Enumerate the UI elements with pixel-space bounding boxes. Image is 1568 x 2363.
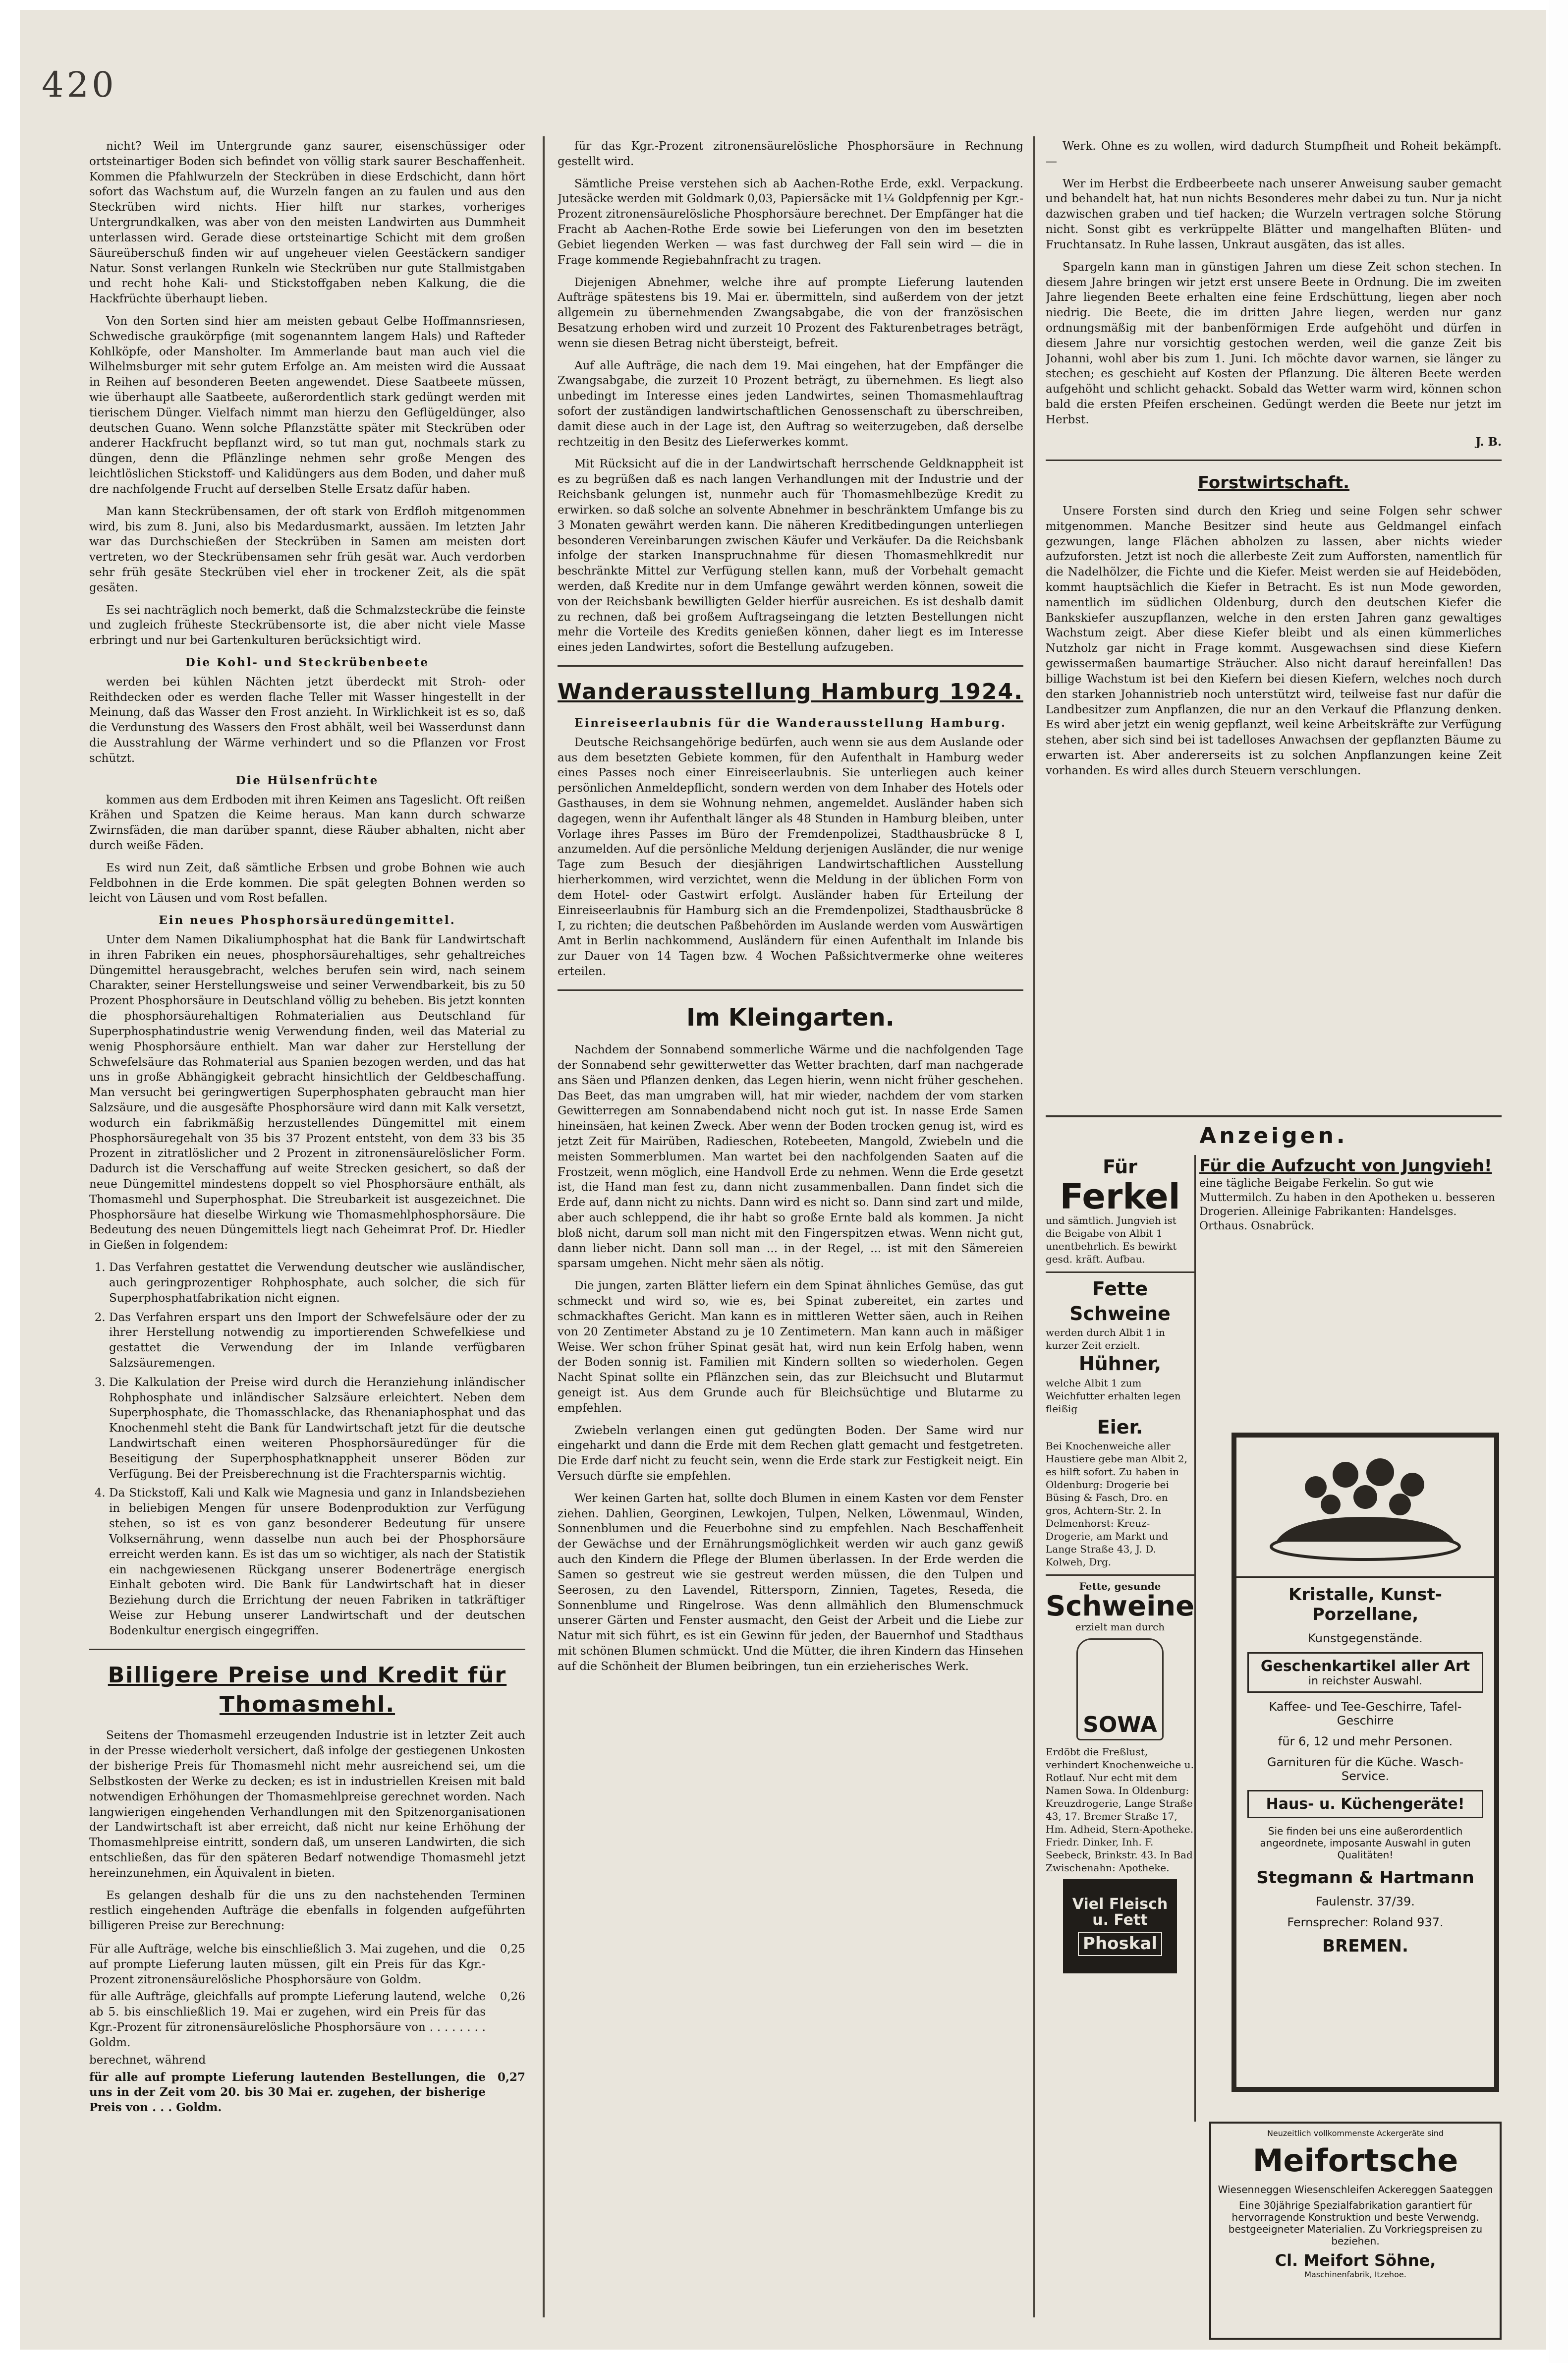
- separator: [1046, 460, 1502, 461]
- ad-heading: Neuzeitlich vollkommenste Ackergeräte sind: [1267, 2129, 1444, 2138]
- list-item: 4. Da Stickstoff, Kali und Kalk wie Magnesia und ganz in Inlandsbeziehen in beliebigen Mengen für unsere Bodenproduktion zur Verfügung stehen, so ist es von ganz besonderer Bedeutung für unsere Volksernährung, wenn dasselbe nun auch bei der Phosphorsäure erreicht werden kann. Es ist das um so wichtiger, als nach der Statistik ein nachgewiesenen Rückgang unserer Bodenerträge energisch Einhalt geboten wird. Die Bank für Landwirtschaft hat in dieser Beziehung durch die Errichtung der neuen Fabriken in tatkräftiger Weise zur Hebung unserer Landwirtschaft und der deutschen Bodenkultur energisch eingegriffen.: [109, 1486, 525, 1638]
- table-row: [89, 1988, 525, 2051]
- brand-name: SOWA: [1083, 1712, 1157, 1737]
- page-number: 420: [42, 64, 117, 105]
- paragraph: für das Kgr.-Prozent zitronensäurelösliche Phosphorsäure in Rechnung gestellt wird.: [558, 140, 1023, 168]
- ad-albit: [1046, 1155, 1196, 2122]
- list-item: 2. Das Verfahren erspart uns den Import der Schwefelsäure oder der zu ihrer Herstellung notwendig zu importierenden Schwefelkiese und gestattet die Verwendung der im Inlande verfügbaren Salzsäuremengen.: [109, 1310, 525, 1371]
- ad-big-text: Fette Schweine: [1046, 1271, 1194, 1326]
- paragraph: Unter dem Namen Dikaliumphosphat hat die Bank für Landwirtschaft in ihren Fabriken ein neues, phosphorsäurehaltiges, sehr gehaltreiches Düngemittel herausgebracht, welches berufen sein wird, nach seinem Charakter, seiner Herstellungsweise und seiner Verwendbarkeit, bis zu 50 Prozent Phosphorsäure in Deutschland völlig zu beheben. Bis jetzt konnten die phosphorsäurehaltigen Rohmaterialien aus Deutschland für Superphosphatindustrie wenig Verwendung finden, weil das Material zu wenig Phosphorsäure enthielt. Man war daher zur Herstellung der Schwefelsäure das Rohmaterial aus Spanien bezogen werden, und das hat uns in große Abhängigkeit gebracht hinsichtlich der Geldbeschaffung. Man versucht bei geringwertigen Superphosphaten gebraucht man hier Salzsäure, und die ausgesäfte Phosphorsäure wird dann mit Kalk versetzt, wodurch ein fabrikmäßig herzustellendes Düngemittel mit einem Phosphorsäuregehalt von 35 bis 37 Prozent entsteht, von dem 33 bis 35 Prozent in zitratlöslicher und 2 Prozent in zitronensäurelöslicher Form. Dadurch ist die Verschaffung auf weite Strecken gesichert, so daß der neue Düngemittel mindestens doppelt so viel Phosphorsäure enthält, als Thomasmehl und Superphosphat. Die Streubarkeit ist ausgezeichnet. Die Phosphorsäure hat dieselbe Wirkung wie Thomasmehlphosphorsäure. Die Bedeutung des neuen Düngemittels liegt nach Geheimrat Prof. Dr. Hiedler in Gießen in folgendem:: [89, 933, 525, 1252]
- ad-box-text: in reichster Auswahl.: [1308, 1675, 1422, 1687]
- price-amount: 0,26: [500, 1990, 525, 2004]
- paragraph: Wer im Herbst die Erdbeerbeete nach unserer Anweisung sauber gemacht und behandelt hat, hat nun nichts Besonderes mehr dabei zu tun. Nur ja nicht dazwischen graben und tief hacken; die Wurzeln vertragen solche Störung nicht. Sonst gibt es verkrüppelte Blätter und mangelhaften Blüten- und Fruchtansatz. In Ruhe lassen, Unkraut ausgäten, das ist alles.: [1046, 177, 1502, 251]
- paragraph: nicht? Weil im Untergrunde ganz saurer, eisenschüssiger oder ortsteinartiger Boden sich befindet von völlig stark saurer Beschaffenheit. Kommen die Pfahlwurzeln der Steckrüben in diese Erdschicht, dann hört sofort das Wachstum auf, die Wurzeln fangen an zu faulen und aus den Steckrüben wird nichts. Hier hilft nur starkes, vorheriges Untergrundkalken, was aber von den meisten Landwirten aus Dummheit unterlassen wird. Gerade diese ortsteinartige Schicht mit dem großen Säureüberschuß finden wir auf ungeheuer vielen Geestäckern sandiger Natur. Sonst verlangen Runkeln wie Steckrüben nur gute Stallmistgaben und recht hohe Kali- und Stickstoffgaben neben Kalkung, die die Hackfrüchte überhaupt lieben.: [89, 140, 525, 306]
- subheading: Einreiseerlaubnis für die Wanderausstellung Hamburg.: [574, 716, 1007, 730]
- column-3: [1046, 139, 1502, 1135]
- ad-box-title: Haus- u. Küchengeräte!: [1247, 1790, 1483, 1818]
- sowa-logo: [1076, 1638, 1164, 1740]
- ad-text: eine tägliche Beigabe Ferkelin. So gut wie Muttermilch. Zu haben in den Apotheken u. besseren Drogerien. Alleinige Fabrikanten: Handelsges. Orthaus. Osnabrück.: [1199, 1177, 1496, 1232]
- paragraph: Spargeln kann man in günstigen Jahren um diese Zeit schon stechen. In diesem Jahre bringen wir jetzt erst unsere Beete in Ordnung. Die im zweiten Jahre liegenden Beete erhalten eine feine Erdschüttung, liegen aber noch niedrig. Die Beete, die im dritten Jahre liegen, werden nur ganz ordnungsmäßig mit der banbenförmigen Erde aufgehöht und dürfen in diesem Jahre nur vorsichtig gestochen werden, weil die ganze Zeit bis Johanni, wohl aber bis zum 1. Juni. Ich möchte davor warnen, sie länger zu stechen; es geschieht auf Kosten der Pflanzung. Die älteren Beete werden aufgehöht und schlicht gehackt. Sobald das Wetter warm wird, können schon bald die ersten Pfeifen erscheinen. Gedüngt werden die Beete nur jetzt im Herbst.: [1046, 260, 1502, 426]
- ad-stegmann-hartmann: [1232, 1433, 1499, 2092]
- table-row: [89, 2069, 525, 2117]
- separator: [558, 665, 1023, 667]
- ad-heading: Fette, gesunde: [1046, 1574, 1194, 1593]
- address: Faulenstr. 37/39.: [1316, 1895, 1415, 1908]
- column-1: [89, 139, 525, 2320]
- list-item: 3. Die Kalkulation der Preise wird durch die Heranziehung inländischer Rohphosphate und inländischer Salzsäure erleichtert. Neben dem Superphosphate, die Thomasschlacke, das Rhenaniaphosphat und das Knochenmehl steht die Bank für Landwirtschaft jetzt für die deutsche Landwirtschaft einen weiteren Phosphorsäuredünger für die Beseitigung der Superphosphatknappheit unserer Böden zur Verfügung. Bei der Preisberechnung ist die Frachtersparnis wichtig.: [109, 1375, 525, 1482]
- ad-line: für 6, 12 und mehr Personen.: [1278, 1734, 1453, 1748]
- ad-heading: Für die Aufzucht von Jungvieh!: [1199, 1156, 1492, 1176]
- scan-margin: [1549, 0, 1568, 2363]
- column-2: [558, 139, 1023, 2320]
- ads-header: [1046, 1115, 1502, 1149]
- paragraph: Von den Sorten sind hier am meisten gebaut Gelbe Hoffmannsriesen, Schwedische graukörpfige (mit sogenanntem langem Hals) und Rafteder Kohlköpfe, oder Mansholter. Im Ammerlande baut man auch viel die Wilhelmsburger mit sehr gutem Erfolge an. Am meisten wird die Aussaat in Reihen auf besonderen Beeten angewendet. Diese Saatbeete müssen, wie überhaupt alle Saatbeete, außerordentlich stark gedüngt werden mit tierischem Dünger. Vielfach nimmt man hierzu den Geflügeldünger, also deutschen Guano. Wenn solche Pflanzstätte später mit Steckrüben oder anderer Hackfrucht bepflanzt wird, so tut man gut, nochmals stark zu düngen, denn die Pflänzlinge nehmen sehr große Mengen des leichtlöslichen Stickstoff- und Kalidüngers aus dem Boden, und daher muß dre nachfolgende Frucht auf derselben Stelle Ersatz dafür haben.: [89, 314, 525, 496]
- ad-line: Sie finden bei uns eine außerordentlich angeordnete, imposante Auswahl in guten Qualitäten!: [1260, 1825, 1471, 1861]
- paragraph: Man kann Steckrübensamen, der oft stark von Erdfloh mitgenommen wird, bis zum 8. Juni, also bis Medardusmarkt, aussäen. Im letzten Jahr war das Durchschießen der Steckrüben in Samen am meisten dort vertreten, wo der Steckrübensamen sehr früh gesät war. Auch verdorben sehr früh gesäte Steckrüben viel eher in trockener Zeit, als die spät gesäten.: [89, 505, 525, 594]
- article-heading: Billigere Preise und Kredit für Thomasmehl.: [108, 1662, 507, 1717]
- ad-big-text: Schweine: [1046, 1590, 1195, 1622]
- paragraph: Unsere Forsten sind durch den Krieg und seine Folgen sehr schwer mitgenommen. Manche Besitzer sind heute aus Geldmangel einfach gezwungen, lange Flächen abholzen zu lassen, aber nichts wieder aufzuforsten. Jetzt ist noch die allerbeste Zeit zum Aufforsten, namentlich für die Nadelhölzer, die Fichte und die Kiefer. Meist werden sie auf Heideböden, kommt hauptsächlich die Kiefer in Betracht. Es ist nun Mode geworden, namentlich im südlichen Oldenburg, durch den deutschen Kiefer die Bankskiefer auszupflanzen, welche in den ersten Jahren ganz gewaltiges Wachstum zeigt. Aber diese Kiefer bleibt und als einen kümmerliches Nutzholz gar nicht in Frage kommt. Ausgewachsen sind diese Kiefern gewissermaßen baumartige Sträucher. Also nicht darauf hereinfallen! Das billige Wachstum ist bei den Kiefern bei diesen Kiefern, welches noch durch den starken Johannistrieb noch unterstützt wird, teilweise fast nur dafür die Landbesitzer zum Anpflanzen, die nur an den Verkauf die Pflanzung denken. Es wird aber jetzt ein wenig gepflanzt, weil keine Arbeitskräfte zur Verfügung stehen, aber sich sind bei ist tadelloses Anwachsen der gepflanzten Bäume zu erwarten ist. Aber andererseits ist zu solchen Anpflanzungen keine Zeit vorhanden. Es wird alles durch Steuern verschlungen.: [1046, 504, 1502, 777]
- ad-line: Kunstgegenstände.: [1308, 1631, 1423, 1645]
- paragraph: Werk. Ohne es zu wollen, wird dadurch Stumpfheit und Roheit bekämpft. —: [1046, 140, 1502, 168]
- paragraph: Es gelangen deshalb für die uns zu den nachstehenden Terminen restlich eingehenden Aufträge die ebenfalls in folgenden aufgeführten billigeren Preise zur Berechnung:: [89, 1889, 525, 1933]
- ad-box: [1247, 1652, 1483, 1693]
- ad-slogan: Viel Fleisch u. Fett: [1072, 1896, 1168, 1929]
- table-row: [89, 1941, 525, 1988]
- price-text: Für alle Aufträge, welche bis einschließlich 3. Mai zugehen, und die auf prompte Lieferung lauten müssen, gilt ein Preis für das Kgr.-Prozent zitronensäurelösliche Phosphorsäure von Goldm.: [89, 1943, 486, 1986]
- ad-box-title: Geschenkartikel aller Art: [1260, 1658, 1470, 1675]
- list-item: 1. Das Verfahren gestattet die Verwendung deutscher wie ausländischer, auch geringprozentiger Rohphosphate, auch solcher, die sich für Superphosphatfabrikation nicht eignen.: [109, 1260, 525, 1306]
- article-heading: Forstwirtschaft.: [1197, 473, 1350, 493]
- article-heading: Wanderausstellung Hamburg 1924.: [558, 679, 1023, 704]
- ad-big-text: Eier.: [1097, 1416, 1143, 1438]
- ad-text: welche Albit 1 zum Weichfutter erhalten legen fleißig: [1046, 1377, 1181, 1415]
- paragraph: kommen aus dem Erdboden mit ihren Keimen ans Tageslicht. Oft reißen Krähen und Spatzen die Keime heraus. Man kann durch schwarze Zwirnsfäden, die man darüber spannt, diese Räuber abhalten, nicht aber durch weiße Fäden.: [89, 793, 525, 852]
- ads-title: Anzeigen.: [1046, 1115, 1502, 1149]
- brand-logo: Meifortsche: [1252, 2142, 1458, 2179]
- ad-big-text: Ferkel: [1060, 1176, 1180, 1217]
- price-text: für alle Aufträge, gleichfalls auf prompte Lieferung lautend, welche ab 5. bis einschließlich 19. Mai er zugehen, wird ein Preis für das Kgr.-Prozent für zitronensäurelösliche Phosphorsäure von . . . . . . . . Goldm.: [89, 1990, 486, 2049]
- paragraph: Wer keinen Garten hat, sollte doch Blumen in einem Kasten vor dem Fenster ziehen. Dahlien, Georginen, Lewkojen, Tulpen, Nelken, Löwenmaul, Winden, Sonnenblumen und die Feuerbohne sind zu empfehlen. Nach Beschaffenheit der Gewächse und der Ernährungsmöglichkeit werden wir auch ganz gewiß auch den Kindern die Pflege der Blumen überlassen. In der Erde werden die Samen so gestreut wie sie gestreut werden müssen, die den Tulpen und Seerosen, zu den Lavendel, Rittersporn, Zinnien, Tagetes, Reseda, die Sonnenblume und Ringelrose. Was denn allmählich den Blumenschmuck unserer Gärten und Fenster ausmacht, den Geist der Arbeit und die Liebe zur Natur mit sich führt, es ist ein Gewinn für jeden, der Bauernhof und Stadthaus mit schönen Blumen schmückt. Und die Mütter, die ihren Kindern das Hinsehen auf die Schönheit der Blumen beibringen, tun ein erzieherisches Werk.: [558, 1492, 1023, 1673]
- ad-line: Kaffee- und Tee-Geschirre, Tafel-Geschirre: [1269, 1700, 1462, 1728]
- paragraph: Die jungen, zarten Blätter liefern ein dem Spinat ähnliches Gemüse, das gut schmeckt und wird so, wie es, bei Spinat zubereitet, ein zartes und schmackhaftes Gericht. Man kann es in mittleren Wetter säen, auch in Reihen von 20 Zentimeter Abstand zu je 10 Zentimetern. Man kann auch in mäßiger Weise. Wer schon früher Spinat gesät hat, wird nun kein Erfolg haben, wenn der Boden sonnig ist. Familien mit Kindern sollten so wiederholen. Gegen Nacht Spinat sollte ein Pflänzchen sein, das zur Bleichsucht und Blutarmut geneigt ist. Aus dem Grunde auch für Bleichsüchtige und Blutarme zu empfehlen.: [558, 1279, 1023, 1415]
- separator: [89, 1649, 525, 1650]
- ad-meifort: [1209, 2122, 1502, 2340]
- company-city: Maschinenfabrik, Itzehoe.: [1304, 2270, 1406, 2280]
- paragraph: Diejenigen Abnehmer, welche ihre auf prompte Lieferung lautenden Aufträge spätestens bis 19. Mai er. übermitteln, sind außerdem von der jetzt allgemein zu übernehmenden Zwangsabgabe, die von der französischen Besatzung erhoben wird und zurzeit 10 Prozent des Fakturenbetrages beträgt, wenn sie diesen Betrag nicht übersteigt, befreit.: [558, 276, 1023, 350]
- article-heading: Im Kleingarten.: [686, 1003, 895, 1032]
- price-amount: 0,25: [500, 1943, 525, 1956]
- phone: Fernsprecher: Roland 937.: [1287, 1915, 1444, 1929]
- ad-line: Kristalle, Kunst-Porzellane,: [1288, 1585, 1443, 1624]
- numbered-list: [89, 1260, 525, 1639]
- price-text: berechnet, während: [89, 2053, 206, 2067]
- table-row: [89, 2052, 525, 2069]
- price-table: [89, 1941, 525, 2117]
- paragraph: Nachdem der Sonnabend sommerliche Wärme und die nachfolgenden Tage der Sonnabend sehr gewitterwetter das Wetter brachten, darf man nachgerade ans Säen und Pflanzen denken, das Legen hierin, wenn nicht früher geschehen. Das Beet, das man umgraben will, hat mir wieder, nachdem der vom starken Gewitterregen am Sonnabendabend nicht noch gut ist. In nasse Erde Samen hineinsäen, hat keinen Zweck. Aber wenn der Boden trocken genug ist, wird es jetzt Zeit für Mairüben, Radieschen, Rotebeeten, Mangold, Zwiebeln und die meisten Sommerblumen. Man wartet bei den nachfolgenden Saaten auf die Frostzeit, wenn möglich, eine Handvoll Erde zu nehmen. Wenn die Erde gesetzt ist, die Hand man fest zu, dann nicht zusammenballen. Dann findet sich die Erde auf, dann nicht zu nichts. Dann wird es nicht so. Dann sind zart und milde, aber auch schleppend, die ihr habt so große Ernte bald als kommen. Ja nicht bloß nicht, darum soll man nicht mit den Fingerspitzen etwas. Wenn nicht gut, dann lieber nicht. Dann soll man ... in der Regel, ... ist mit den Sämereien sparsam umgehen. Nicht mehr säen als nötig.: [558, 1043, 1023, 1270]
- subheading: Die Kohl- und Steckrübenbeete: [185, 656, 430, 669]
- column-rule-1: [543, 136, 545, 2317]
- ad-text: erzielt man durch: [1075, 1620, 1165, 1633]
- paragraph: Es wird nun Zeit, daß sämtliche Erbsen und grobe Bohnen wie auch Feldbohnen in die Erde kommen. Die spät gelegten Bohnen werden so leicht von Läusen und vom Rost befallen.: [89, 861, 525, 905]
- paragraph: werden bei kühlen Nächten jetzt überdeckt mit Stroh- oder Reithdecken oder es werden flache Teller mit Wasser hingestellt in der Meinung, daß das Wasser den Frost anzieht. In Wirklichkeit ist es so, daß die Verdunstung des Wassers den Frost abhält, weil bei Wasserdunst dann die Ausstrahlung der Wärme verhindert und so die Pflanzen vor Frost schützt.: [89, 675, 525, 765]
- bowl-illustration: [1236, 1438, 1494, 1578]
- paragraph: Auf alle Aufträge, die nach dem 19. Mai eingehen, hat der Empfänger die Zwangsabgabe, die zurzeit 10 Prozent beträgt, zu übernehmen. Es liegt also unbedingt im Interesse eines jeden Landwirtes, seinen Thomasmehlauftrag sofort der zuständigen landwirtschaftlichen Genossenschaft zu überschreiben, damit diese auch in der Lage ist, den Auftrag so weiterzugeben, daß derselbe rechtzeitig in den Besitz des Lieferwerkes kommt.: [558, 359, 1023, 449]
- paragraph: Zwiebeln verlangen einen gut gedüngten Boden. Der Same wird nur eingeharkt und dann die Erde mit dem Rechen glatt gemacht und festgetreten. Die Erde darf nicht zu feucht sein, wenn die Erde stark zur Festigkeit neigt. Ein Versuch dürfte sie empfehlen.: [558, 1424, 1023, 1483]
- ad-jungvieh: [1199, 1155, 1502, 1234]
- ad-tools: Wiesenneggen Wiesenschleifen Ackereggen Saateggen: [1218, 2184, 1493, 2196]
- phoskal-logo: [1063, 1879, 1177, 1973]
- ad-line: Garnituren für die Küche. Wasch-Service.: [1267, 1755, 1464, 1783]
- author-signature: J. B.: [1475, 435, 1502, 449]
- ad-text: werden durch Albit 1 in kurzer Zeit erzielt.: [1046, 1326, 1165, 1352]
- paragraph: Deutsche Reichsangehörige bedürfen, auch wenn sie aus dem Auslande oder aus dem besetzten Gebiete kommen, für den Aufenthalt in Hamburg weder eines Passes noch einer Einreiseerlaubnis. Sie unterliegen auch keiner persönlichen Anmeldepflicht, sondern werden von dem Inhaber des Hotels oder Gasthauses, in dem sie Wohnung nehmen, angemeldet. Ausländer haben sich dagegen, wenn ihr Aufenthalt länger als 48 Stunden in Hamburg bleiben, unter Vorlage ihres Passes im Büro der Fremdenpolizei, Stadthausbrücke 8 I, anzumelden. Auf die persönliche Meldung derjenigen Ausländer, die nur wenige Tage zum Besuch der diesjährigen Landwirtschaftlichen Ausstellung hierherkommen, wird verzichtet, wenn die Meldung in der üblichen Form von dem Hotel- oder Gastwirt erfolgt. Ausländer haben für Erteilung der Einreiseerlaubnis für Hamburg sich an die Fremdenpolizei, Stadthausbrücke 8 I, zu richten; die deutschen Paßbehörden im Auslande werden vom Auswärtigen Amt in Berlin nachkommend, Ausländern für einen Aufenthalt im Inlande bis zur Dauer von 14 Tagen bzw. 4 Wochen Paßsichtvermerke ohne weiteres erteilen.: [558, 736, 1023, 978]
- price-amount: 0,27: [497, 2070, 525, 2084]
- ad-label: Für: [1103, 1156, 1137, 1178]
- subheading: Ein neues Phosphorsäuredüngemittel.: [159, 914, 456, 927]
- company-name: Cl. Meifort Söhne,: [1275, 2251, 1436, 2270]
- paragraph: Mit Rücksicht auf die in der Landwirtschaft herrschende Geldknappheit ist es zu begrüßen daß es nach langen Verhandlungen mit der Industrie und der Reichsbank gelungen ist, nunmehr auch für Thomasmehlbezüge Kredit zu erwirken. so daß solche an solvente Abnehmer in beschränktem Umfange bis zu 3 Monaten gewährt werden kann. Die näheren Kreditbedingungen unterliegen besonderen Vereinbarungen zwischen Käufer und Verkäufer. Da die Reichsbank infolge der starken Inanspruchnahme für diesen Thomasmehlkredit nur beschränkte Mittel zur Verfügung stellen kann, muß der Vorbehalt gemacht werden, daß Kredite nur in dem Umfange gewährt werden können, soweit die von der Reichsbank bewilligten Gelder hierfür ausreichen. Es ist deshalb damit zu rechnen, daß bei großem Auftragseingang die letzten Bestellungen nicht mehr die Vorteile des Kredits genießen können, daher liegt es im Interesse eines jeden Landwirtes, sofort die Bestellung aufzugeben.: [558, 458, 1023, 654]
- ad-text: Erdöbt die Freßlust, verhindert Knochenweiche u. Rotlauf. Nur echt mit dem Namen Sowa. In Oldenburg: Kreuzdrogerie, Lange Straße 43, 17. Bremer Straße 17, Hm. Adheid, Stern-Apotheke. Friedr. Dinker, Inh. F. Seebeck, Brinkstr. 43. In Bad Zwischenahn: Apotheke.: [1046, 1745, 1194, 1874]
- flower-bowl-icon: [1261, 1447, 1469, 1566]
- subheading: Die Hülsenfrüchte: [235, 773, 379, 787]
- ad-big-text: Hühner,: [1078, 1353, 1162, 1375]
- paragraph: Sämtliche Preise verstehen sich ab Aachen-Rothe Erde, exkl. Verpackung. Jutesäcke werden mit Goldmark 0,03, Papiersäcke mit 1¼ Goldpfennig per Kgr.-Prozent zitronensäurelösliche Phosphorsäure berechnet. Der Empfänger hat die Fracht ab Aachen-Rothe Erde sowie bei Lieferungen von den im besetzten Gebiet liegenden Werken — was fast durchweg der Fall sein wird — die in Frage kommende Regiebahnfracht zu tragen.: [558, 177, 1023, 267]
- company-name: Stegmann & Hartmann: [1256, 1868, 1474, 1888]
- separator: [558, 989, 1023, 991]
- city: BREMEN.: [1322, 1936, 1408, 1956]
- brand-name: Phoskal: [1078, 1932, 1162, 1956]
- paragraph: Seitens der Thomasmehl erzeugenden Industrie ist in letzter Zeit auch in der Presse wiederholt versichert, daß infolge der gestiegenen Unkosten der bisherige Preis für Thomasmehl nicht mehr ausreichend sei, um die Selbstkosten der Werke zu decken; es ist in industriellen Kreisen mit bald notwendigen Erhöhungen der Thomasmehlpreise gerechnet worden. Nach langwierigen eingehenden Verhandlungen mit den Spitzenorganisationen der Landwirtschaft ist aber erreicht, daß nicht nur keine Erhöhung der Thomasmehlpreise eintritt, sondern daß, um unseren Landwirten, die sich entschließen, das für den späteren Bedarf notwendige Thomasmehl jetzt hereinzunehmen, ein Äquivalent in bieten.: [89, 1729, 525, 1880]
- ad-text: Bei Knochenweiche aller Haustiere gebe man Albit 2, es hilft sofort. Zu haben in Oldenburg: Drogerie bei Büsing & Fasch, Dro. en gros, Achtern-Str. 2. In Delmenhorst: Kreuz-Drogerie, am Markt und Lange Straße 43, J. D. Kolweh, Drg.: [1046, 1440, 1187, 1568]
- paragraph: Es sei nachträglich noch bemerkt, daß die Schmalzsteckrübe die feinste und zugleich früheste Steckrübensorte ist, die aber nicht viele Masse erbringt und nur bei Gartenkulturen berücksichtigt wird.: [89, 603, 525, 647]
- price-text: für alle auf prompte Lieferung lautenden Bestellungen, die uns in der Zeit vom 20. bis 30 Mai er. zugehen, der bisherige Preis von . . . Goldm.: [89, 2070, 486, 2115]
- column-rule-2: [1033, 136, 1035, 2317]
- ad-text: und sämtlich. Jungvieh ist die Beigabe von Albit 1 unentbehrlich. Es bewirkt gesd. kräft. Aufbau.: [1046, 1214, 1177, 1266]
- price-amount: [486, 2052, 525, 2069]
- ad-text: Eine 30jährige Spezialfabrikation garantiert für hervorragende Konstruktion und beste Verwendg. bestgeeigneter Materialien. Zu Vorkriegspreisen zu beziehen.: [1228, 2199, 1483, 2248]
